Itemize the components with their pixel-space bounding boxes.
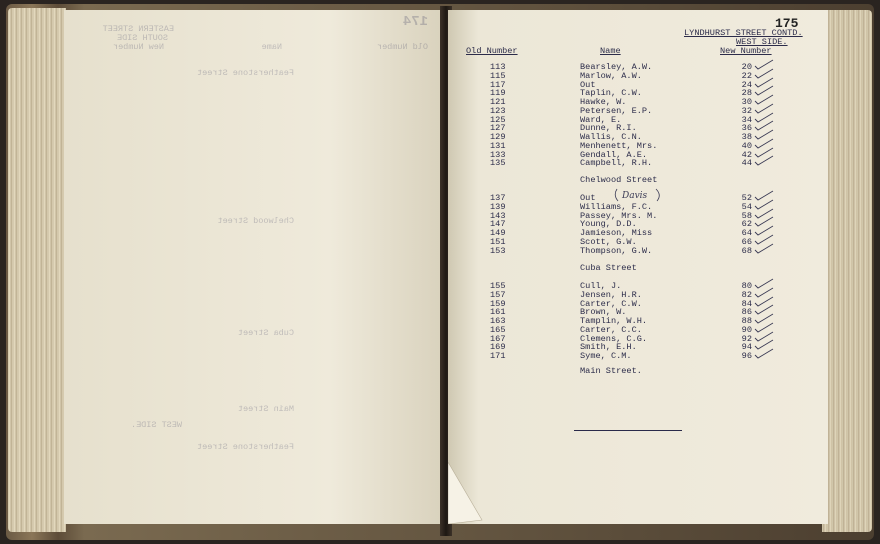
resident-name: Williams, F.C. [580, 201, 653, 212]
old-number: 117 [490, 79, 506, 90]
old-number: 139 [490, 201, 506, 212]
old-number: 121 [490, 97, 506, 107]
resident-name: Campbell, R.H. [580, 158, 653, 169]
new-number: 22 [741, 70, 752, 81]
resident-name: Bearsley, A.W. [580, 62, 653, 72]
new-number: 44 [741, 158, 752, 169]
old-number: 123 [490, 105, 506, 116]
new-number: 82 [741, 289, 752, 300]
old-number: 125 [490, 114, 506, 125]
new-number: 58 [741, 210, 752, 221]
resident-name: Cull, J. [580, 281, 622, 291]
resident-name: Passey, Mrs. M. [580, 210, 658, 221]
old-number: 113 [490, 62, 506, 72]
new-number: 80 [741, 281, 752, 291]
old-number: 133 [490, 149, 506, 160]
resident-name: Out [580, 79, 596, 90]
old-number: 119 [490, 88, 506, 99]
table-row [448, 351, 828, 360]
resident-name: Dunne, R.I. [580, 123, 637, 134]
resident-name: Scott, G.W. [580, 236, 637, 247]
page-subheading: WEST SIDE. [736, 37, 788, 47]
new-number: 40 [741, 140, 752, 151]
resident-name: Smith, E.H. [580, 342, 637, 353]
page-heading: LYNDHURST STREET CONTD. [684, 28, 803, 38]
old-number: 165 [490, 324, 506, 335]
old-number: 127 [490, 123, 506, 134]
left-page-bleedthrough: 174 EASTERN STREET SOUTH SIDE New Number Name Old Number Featherstone Street Chelwood Street Cuba Street Main Street WEST SIDE. Featherstone Street [102, 14, 428, 452]
end-rule [574, 430, 682, 431]
resident-name: Carter, C.W. [580, 298, 642, 309]
old-number: 161 [490, 307, 506, 318]
old-number: 135 [490, 158, 506, 169]
old-number: 131 [490, 140, 506, 151]
resident-name: Taplin, C.W. [580, 88, 642, 99]
old-number: 129 [490, 132, 506, 142]
new-number: 28 [741, 88, 752, 99]
new-number: 24 [741, 79, 752, 90]
resident-name: Menhenett, Mrs. [580, 140, 658, 151]
resident-name: Hawke, W. [580, 97, 627, 107]
new-number: 92 [741, 333, 752, 344]
old-number: 147 [490, 219, 506, 230]
pencil-check-icon [754, 348, 774, 360]
column-header-name: Name [600, 46, 621, 56]
old-number: 171 [490, 351, 506, 361]
resident-name: Wallis, C.N. [580, 132, 642, 142]
new-number: 54 [741, 201, 752, 212]
pencil-check-icon [754, 155, 774, 167]
street-heading-cuba: Cuba Street [580, 263, 637, 273]
old-number: 169 [490, 342, 506, 353]
column-header-new-number: New Number [720, 46, 772, 56]
right-page [448, 10, 828, 524]
left-page-number: 174 [402, 14, 428, 30]
new-number: 20 [741, 62, 752, 72]
old-number: 149 [490, 228, 506, 238]
new-number: 52 [741, 193, 752, 203]
new-number: 86 [741, 307, 752, 318]
svg-text:Davis: Davis [622, 191, 648, 201]
old-number: 115 [490, 70, 506, 81]
new-number: 38 [741, 132, 752, 142]
old-number: 163 [490, 316, 506, 326]
resident-name: Ward, E. [580, 114, 622, 125]
old-number: 167 [490, 333, 506, 344]
resident-name: Gendall, A.E. [580, 149, 648, 160]
resident-name: Syme, C.M. [580, 351, 632, 361]
resident-name: Clemens, C.G. [580, 333, 648, 344]
street-heading-chelwood: Chelwood Street [580, 175, 658, 185]
right-page-edges [822, 10, 872, 532]
new-number: 94 [741, 342, 752, 353]
old-number: 157 [490, 289, 506, 300]
resident-name: Marlow, A.W. [580, 70, 642, 81]
new-number: 64 [741, 228, 752, 238]
old-number: 151 [490, 236, 506, 247]
new-number: 68 [741, 245, 752, 256]
old-number: 153 [490, 245, 506, 256]
handwritten-annotation [614, 187, 662, 203]
new-number: 90 [741, 324, 752, 335]
new-number: 42 [741, 149, 752, 160]
new-number: 34 [741, 114, 752, 125]
new-number: 30 [741, 97, 752, 107]
resident-name: Jamieson, Miss [580, 228, 653, 238]
left-page [64, 10, 444, 524]
resident-name: Young, D.D. [580, 219, 637, 230]
old-number: 137 [490, 193, 506, 203]
column-header-old-number: Old Number [466, 46, 518, 56]
resident-name: Jensen, H.R. [580, 289, 642, 300]
old-number: 155 [490, 281, 506, 291]
page-number: 175 [775, 16, 799, 31]
old-number: 159 [490, 298, 506, 309]
table-row [448, 246, 828, 255]
new-number: 36 [741, 123, 752, 134]
new-number: 96 [741, 351, 752, 361]
resident-name: Petersen, E.P. [580, 105, 653, 116]
left-page-edges [8, 8, 66, 532]
resident-name: Thompson, G.W. [580, 245, 653, 256]
new-number: 62 [741, 219, 752, 230]
pencil-check-icon [754, 243, 774, 255]
resident-name: Tamplin, W.H. [580, 316, 648, 326]
resident-name: Carter, C.C. [580, 324, 642, 335]
resident-name: Brown, W. [580, 307, 627, 318]
new-number: 84 [741, 298, 752, 309]
folded-corner [448, 462, 484, 524]
new-number: 88 [741, 316, 752, 326]
street-heading-main: Main Street. [580, 366, 642, 376]
table-row [448, 158, 828, 167]
new-number: 32 [741, 105, 752, 116]
new-number: 66 [741, 236, 752, 247]
resident-name: Out [580, 193, 596, 203]
old-number: 143 [490, 210, 506, 221]
